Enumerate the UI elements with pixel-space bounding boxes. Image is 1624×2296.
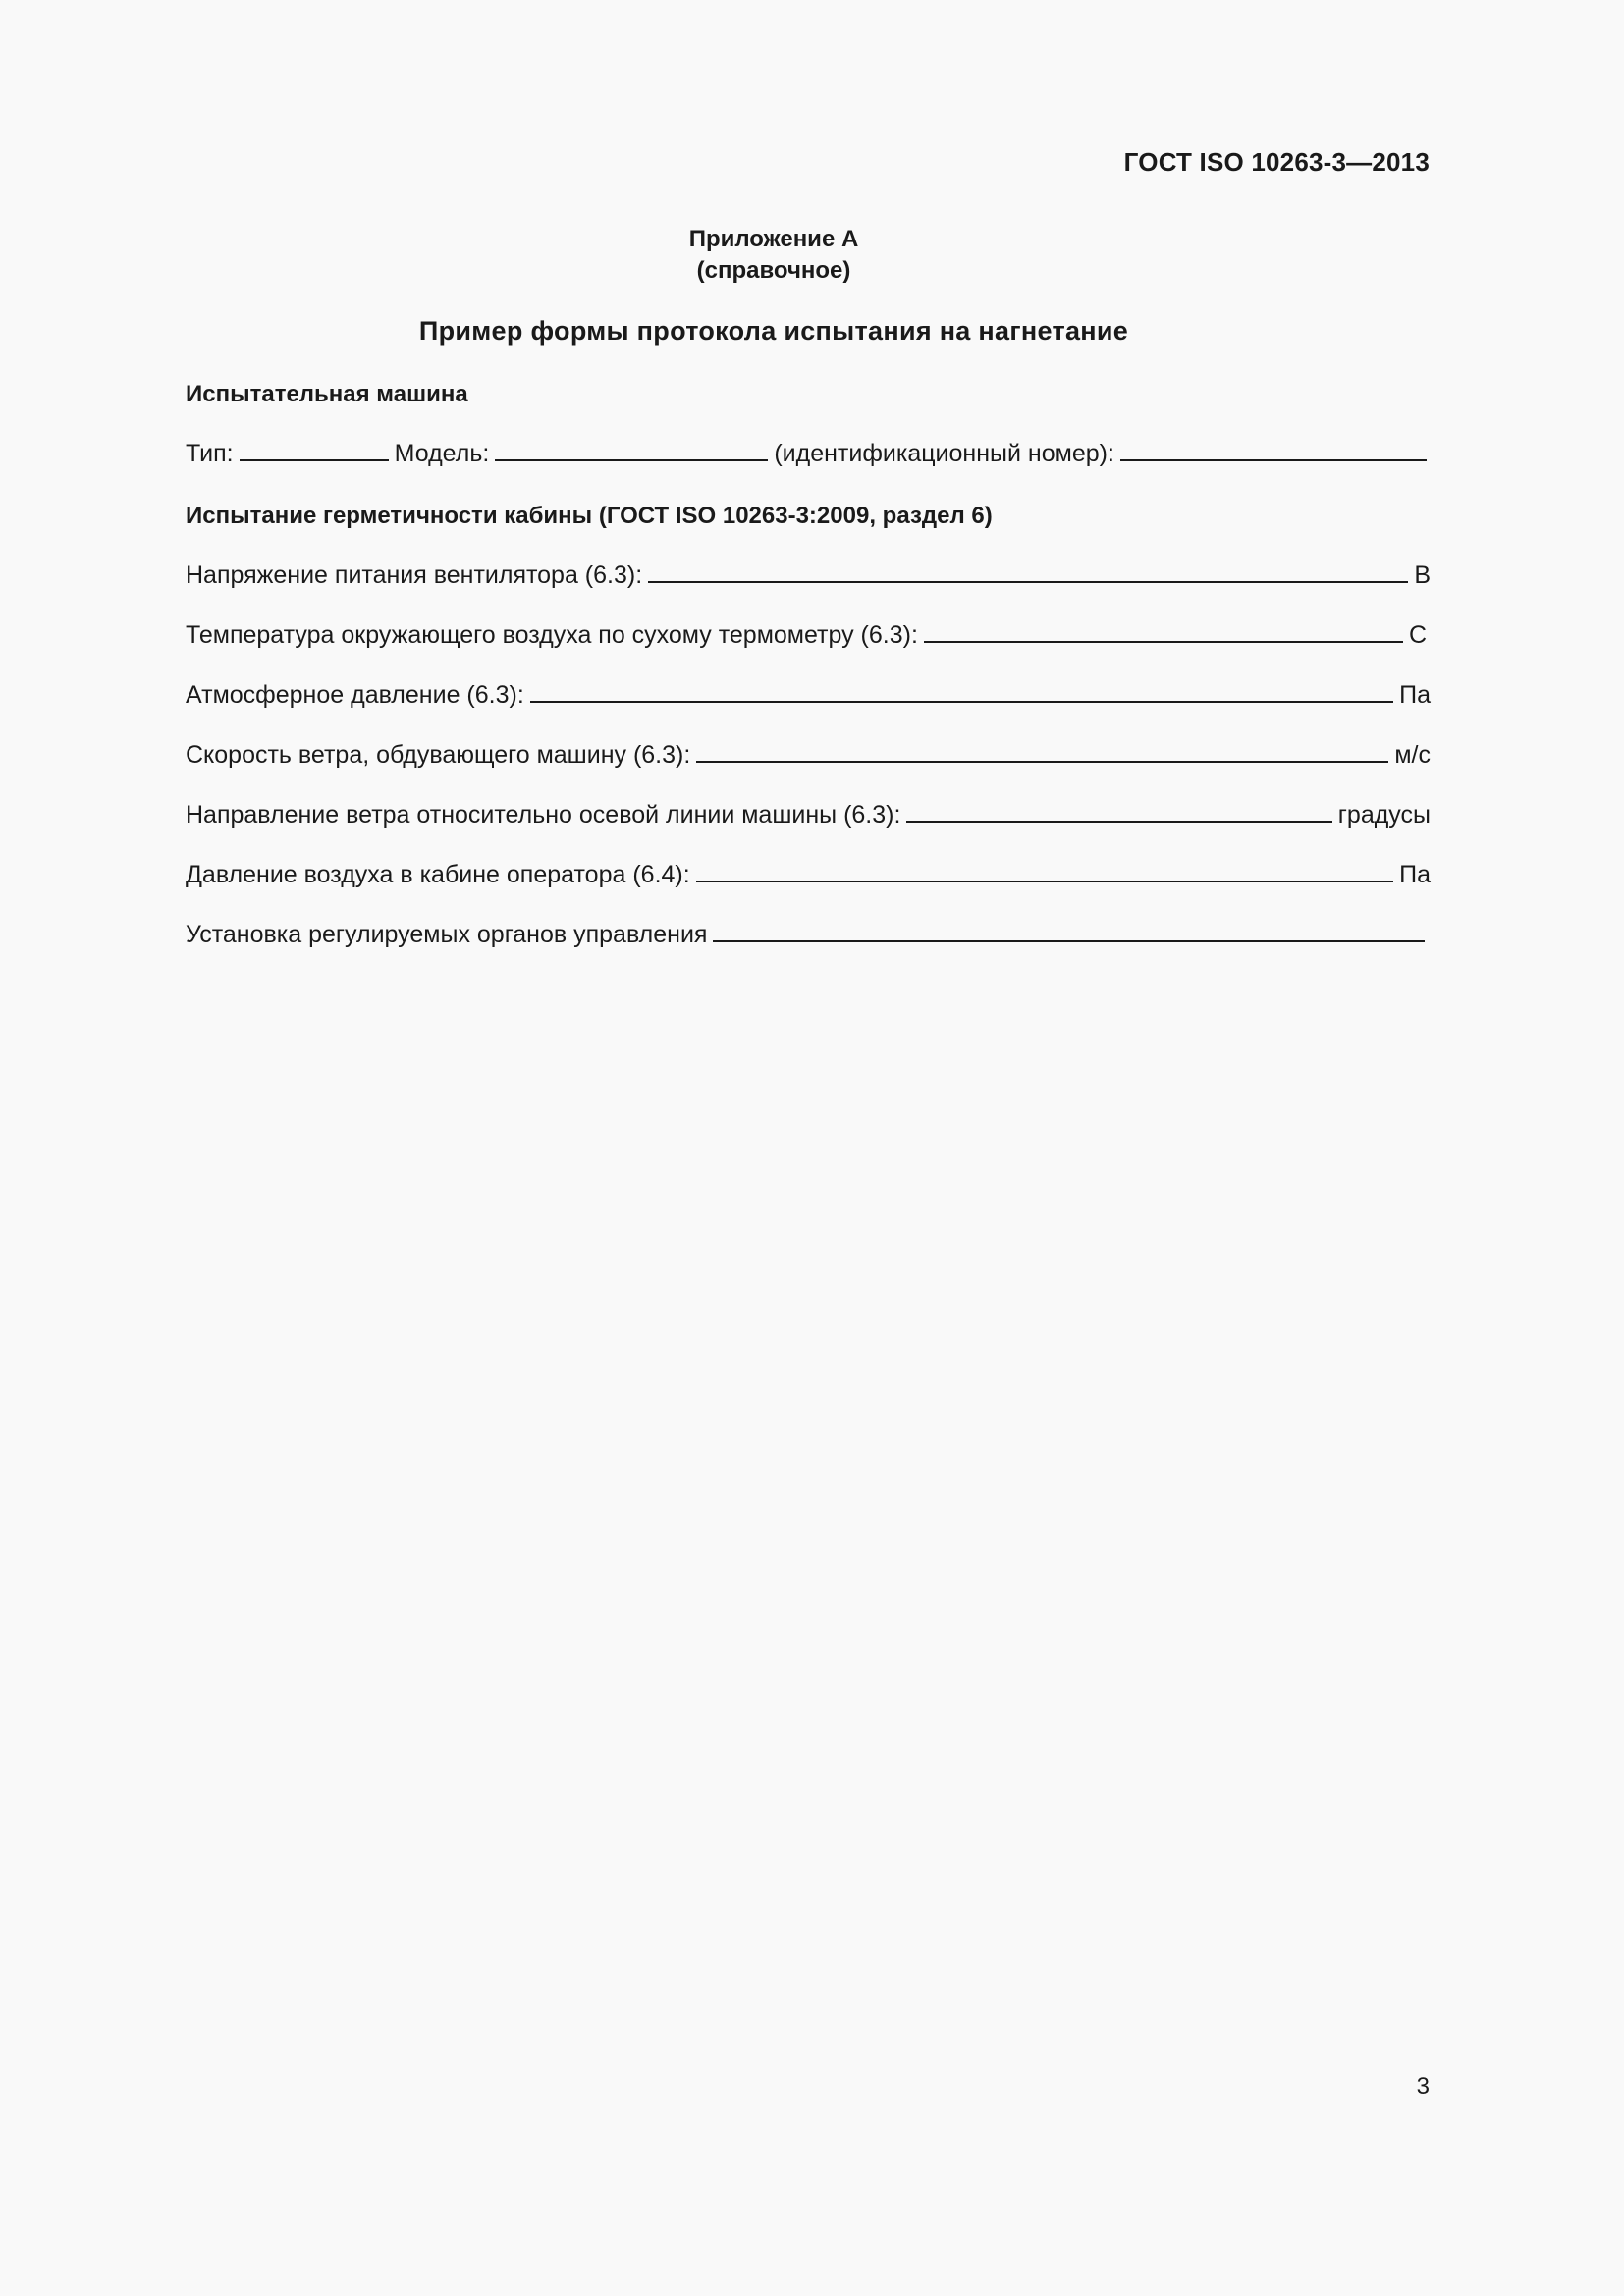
type-blank[interactable] [240,438,389,461]
cabin-section-heading: Испытание герметичности кабины (ГОСТ ISO 10263-3:2009, раздел 6) [186,503,993,529]
form-field-row [186,799,1431,832]
form-field-row [186,560,1431,593]
field-unit: Па [1399,681,1431,709]
field-label: Направление ветра относительно осевой линии машины (6.3): [186,801,901,828]
field-label: Давление воздуха в кабине оператора (6.4): [186,861,690,888]
model-blank[interactable] [495,438,768,461]
type-label: Тип: [186,440,234,467]
field-blank[interactable] [530,679,1393,703]
appendix-title: Приложение А [688,226,859,252]
field-unit: м/с [1394,741,1431,769]
field-label: Установка регулируемых органов управления [186,921,708,948]
id-number-label: (идентификационный номер): [774,440,1114,467]
field-blank[interactable] [696,739,1388,763]
form-field-row [186,679,1431,713]
form-field-row [186,739,1431,773]
form-field-row [186,619,1431,653]
field-unit: градусы [1337,801,1431,828]
model-label: Модель: [394,440,490,467]
machine-section-heading: Испытательная машина [186,381,468,407]
field-blank[interactable] [924,619,1403,643]
machine-identification-row [186,438,1431,471]
form-title: Пример формы протокола испытания на нагнетание [418,316,1129,346]
id-number-blank[interactable] [1120,438,1427,461]
field-blank[interactable] [713,919,1425,942]
form-field-row [186,859,1431,892]
field-blank[interactable] [906,799,1331,823]
field-label: Скорость ветра, обдувающего машину (6.3): [186,741,691,769]
field-unit: В [1414,561,1431,589]
field-blank[interactable] [648,560,1408,583]
field-label: Температура окружающего воздуха по сухому термометру (6.3): [186,621,918,649]
appendix-subtitle: (справочное) [696,257,851,284]
field-blank[interactable] [696,859,1393,882]
field-label: Напряжение питания вентилятора (6.3): [186,561,643,589]
page-number: 3 [1416,2073,1430,2100]
form-field-row [186,919,1431,952]
field-unit: Па [1399,861,1431,888]
document-code: ГОСТ ISO 10263-3—2013 [1123,147,1430,177]
appendix-heading [0,224,1547,287]
field-unit: С [1408,621,1427,649]
field-label: Атмосферное давление (6.3): [186,681,524,709]
